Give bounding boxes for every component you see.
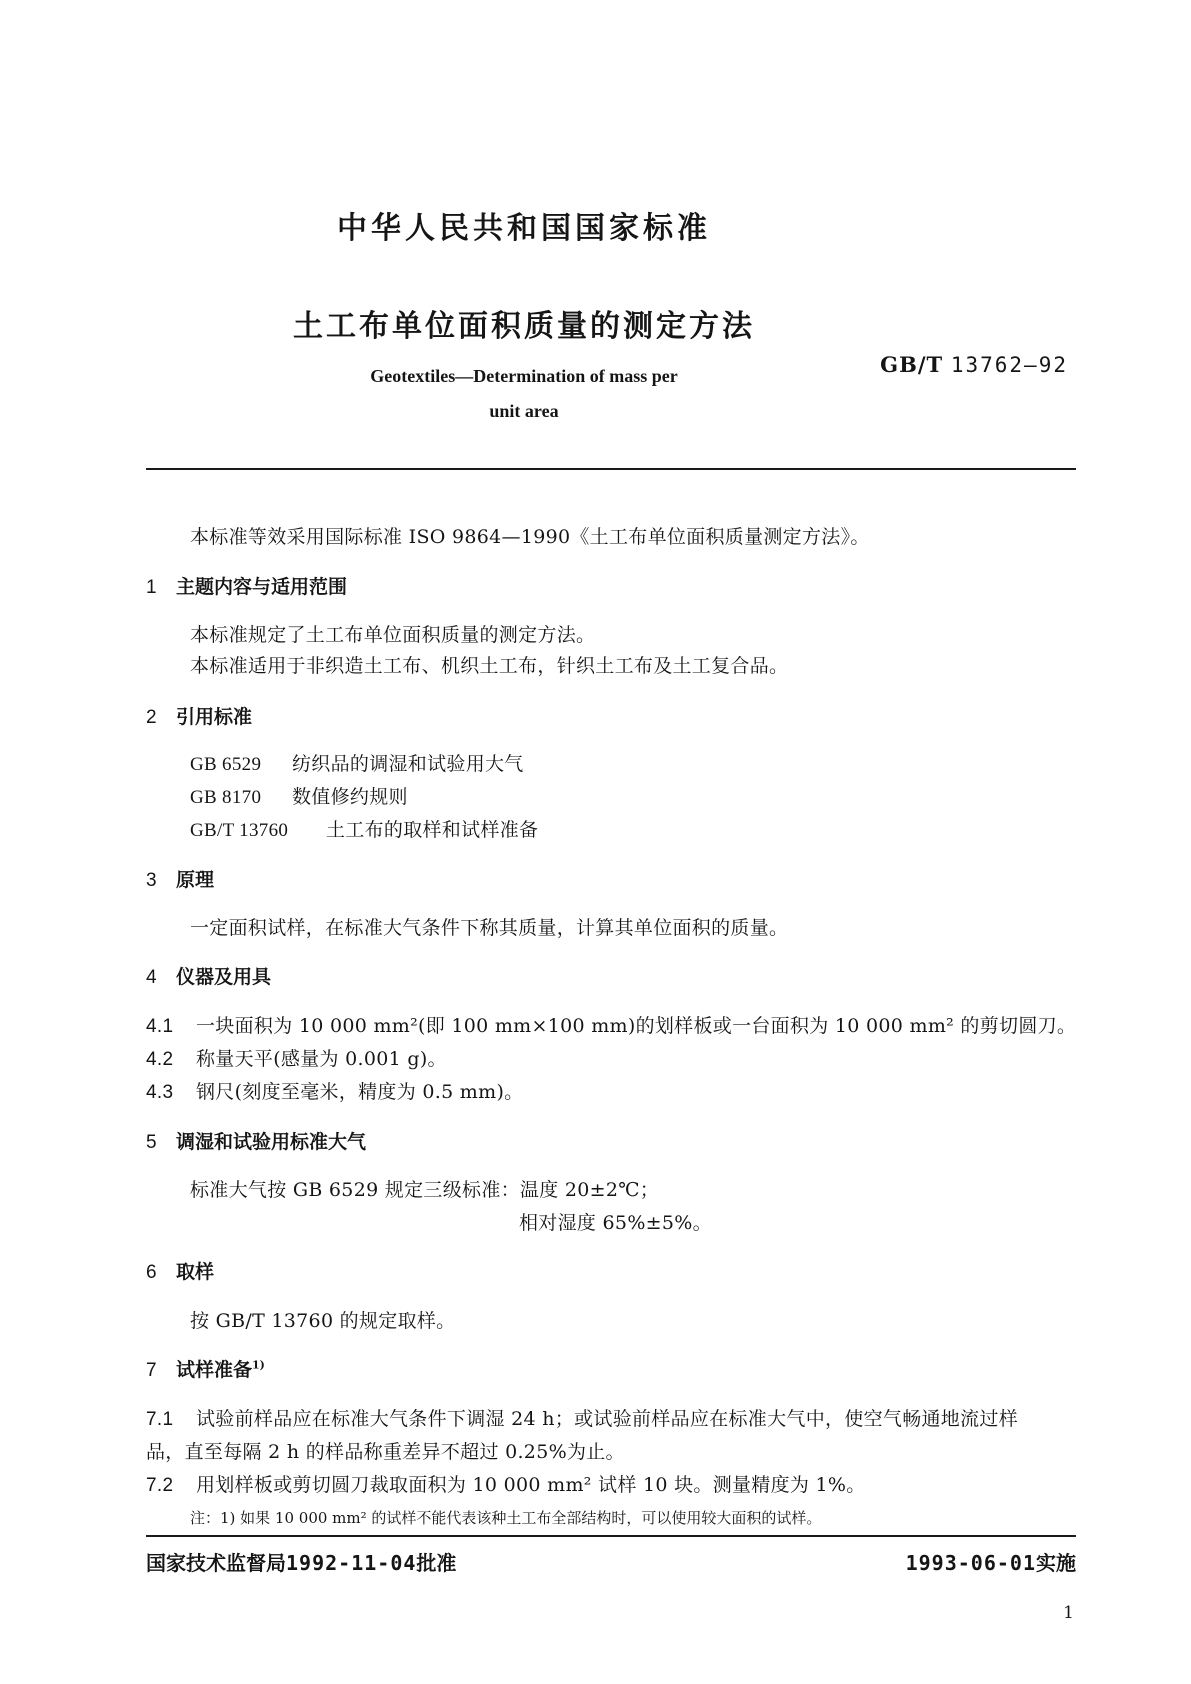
item-text: 钢尺(刻度至毫米，精度为 0.5 mm)。 — [196, 1081, 524, 1103]
reference-item — [190, 815, 538, 842]
reference-text: 纺织品的调湿和试验用大气 — [292, 753, 524, 775]
item-number: 4.1 — [146, 1016, 174, 1037]
section-4-number: 4 — [146, 967, 157, 988]
intro-paragraph: 本标准等效采用国际标准 ISO 9864—1990《土工布单位面积质量测定方法》。 — [190, 526, 870, 548]
implementation-date: 1993-06-01 — [905, 1551, 1036, 1575]
item-number: 7.1 — [146, 1409, 174, 1430]
item-text: 称量天平(感量为 0.001 g)。 — [196, 1048, 447, 1070]
section-1-title: 主题内容与适用范围 — [176, 576, 348, 598]
approval-statement — [146, 1547, 456, 1576]
section-6-title: 取样 — [176, 1261, 215, 1283]
section-7-title: 试样准备 — [176, 1359, 253, 1381]
section-7-heading — [146, 1355, 265, 1382]
reference-item — [190, 782, 408, 809]
approval-label: 批准 — [416, 1551, 457, 1575]
section-6-number: 6 — [146, 1262, 157, 1283]
section-2-heading — [146, 702, 252, 729]
section-7-item-2 — [146, 1470, 866, 1497]
item-number: 4.3 — [146, 1082, 174, 1103]
section-2-number: 2 — [146, 707, 157, 728]
footer-divider — [146, 1535, 1076, 1537]
item-text: 一块面积为 10 000 mm²(即 100 mm×100 mm)的划样板或一台面积为 10 000 mm² 的剪切圆刀。 — [196, 1015, 1077, 1037]
section-7-number: 7 — [146, 1360, 157, 1381]
reference-code: GB/T 13760 — [190, 820, 289, 841]
implementation-label: 实施 — [1036, 1551, 1076, 1575]
header-divider — [146, 468, 1076, 470]
document-title: 土工布单位面积质量的测定方法 — [293, 309, 755, 344]
section-3-heading — [146, 865, 214, 892]
section-4-item-2 — [146, 1044, 447, 1071]
reference-item — [190, 749, 524, 776]
reference-code: GB 6529 — [190, 754, 262, 775]
section-1-heading — [146, 572, 347, 599]
section-5-paragraph-2: 相对湿度 65%±5%。 — [519, 1212, 712, 1234]
section-1-number: 1 — [146, 577, 157, 598]
reference-text: 数值修约规则 — [292, 786, 408, 808]
standard-code-prefix: GB/T — [880, 352, 944, 377]
section-2-title: 引用标准 — [176, 706, 253, 728]
item-number: 4.2 — [146, 1049, 174, 1070]
section-6-heading — [146, 1257, 214, 1284]
page-number: 1 — [1063, 1603, 1074, 1623]
section-3-paragraph: 一定面积试样，在标准大气条件下称其质量，计算其单位面积的质量。 — [190, 917, 789, 939]
reference-text: 土工布的取样和试样准备 — [326, 819, 539, 841]
section-3-title: 原理 — [176, 869, 215, 891]
standard-org-title: 中华人民共和国国家标准 — [337, 211, 711, 246]
implementation-statement — [906, 1547, 1076, 1576]
standard-code-number: 13762—92 — [950, 353, 1068, 377]
section-3-number: 3 — [146, 870, 157, 891]
section-4-item-1 — [146, 1011, 1076, 1038]
approval-date: 1992-11-04 — [286, 1551, 417, 1575]
section-4-heading — [146, 962, 271, 989]
reference-code: GB 8170 — [190, 787, 262, 808]
footnote: 注：1) 如果 10 000 mm² 的试样不能代表该种土工布全部结构时，可以使用较大面积的试样。 — [190, 1509, 822, 1527]
section-1-paragraph-1: 本标准规定了土工布单位面积质量的测定方法。 — [190, 624, 596, 646]
item-text: 用划样板或剪切圆刀裁取面积为 10 000 mm² 试样 10 块。测量精度为 1%。 — [196, 1474, 866, 1496]
section-6-paragraph: 按 GB/T 13760 的规定取样。 — [190, 1310, 456, 1332]
section-4-title: 仪器及用具 — [176, 966, 272, 988]
item-text: 试验前样品应在标准大气条件下调湿 24 h；或试验前样品应在标准大气中，使空气畅通地流过样 — [196, 1408, 1018, 1430]
section-5-heading — [146, 1127, 366, 1154]
item-number: 7.2 — [146, 1475, 174, 1496]
section-5-paragraph-1: 标准大气按 GB 6529 规定三级标准：温度 20±2℃； — [190, 1179, 660, 1201]
section-1-paragraph-2: 本标准适用于非织造土工布、机织土工布，针织土工布及土工复合品。 — [190, 655, 789, 677]
section-7-item-1-line-1 — [146, 1404, 1018, 1431]
english-title-line-1: Geotextiles—Determination of mass per — [370, 366, 678, 386]
footnote-marker: 1) — [252, 1358, 265, 1372]
section-5-title: 调湿和试验用标准大气 — [176, 1131, 367, 1153]
english-title-line-2: unit area — [489, 401, 559, 421]
approval-org: 国家技术监督局 — [146, 1551, 286, 1575]
section-5-number: 5 — [146, 1132, 157, 1153]
section-4-item-3 — [146, 1077, 523, 1104]
section-7-item-1-line-2: 品，直至每隔 2 h 的样品称重差异不超过 0.25%为止。 — [146, 1441, 625, 1463]
